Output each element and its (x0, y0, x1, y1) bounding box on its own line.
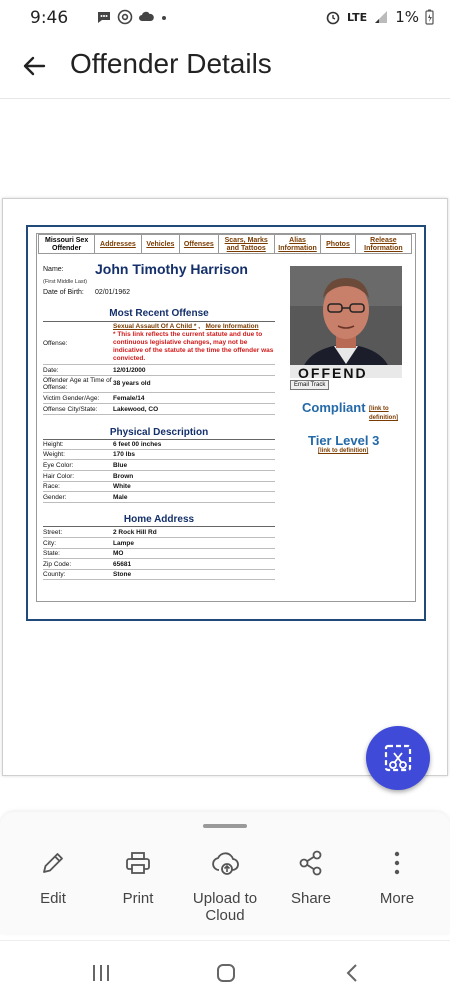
print-button[interactable] (95, 848, 181, 907)
at-sign-icon (117, 9, 133, 25)
tab-addresses[interactable]: Addresses (95, 234, 141, 254)
county-label: County: (43, 571, 66, 578)
row-divider (43, 579, 275, 580)
gender-value: Male (113, 494, 128, 501)
system-navigation-bar (0, 940, 450, 1001)
city-label: City: (43, 540, 56, 547)
scissors-crop-icon (366, 726, 430, 790)
cloud-icon (138, 9, 155, 25)
row-divider (43, 470, 275, 471)
status-bar (0, 0, 450, 36)
tab-alias-information[interactable]: Alias Information (275, 234, 321, 254)
zip-label: Zip Code: (43, 561, 72, 568)
offense-city-label: Offense City/State: (43, 406, 98, 413)
row-divider (43, 449, 275, 450)
sheet-drag-handle[interactable] (203, 824, 247, 828)
share-button[interactable] (268, 848, 354, 907)
record-tabs (38, 234, 412, 254)
more-button[interactable] (354, 848, 440, 907)
weight-label: Weight: (43, 451, 65, 458)
notification-icons (96, 9, 168, 25)
share-icon (296, 848, 326, 878)
offense-more-info-link[interactable]: More Information (205, 323, 259, 330)
email-track-button[interactable]: Email Track (290, 380, 329, 390)
county-value: Stone (113, 571, 132, 578)
row-divider (43, 548, 275, 549)
dob-label: Date of Birth: (43, 289, 84, 296)
street-label: Street: (43, 529, 63, 536)
row-divider (43, 537, 275, 538)
offense-section-rule (43, 321, 275, 322)
app-bar (0, 36, 450, 99)
compliant-definition-link[interactable]: [link to definition] (369, 406, 398, 421)
printer-icon (123, 848, 153, 878)
hair-color-label: Hair Color: (43, 473, 75, 480)
dob-value: 02/01/1962 (95, 289, 131, 296)
address-section-title: Home Address (123, 514, 195, 525)
offender-age-value: 38 years old (113, 380, 151, 387)
victim-value: Female/14 (113, 395, 145, 402)
offense-label: Offense: (43, 340, 68, 347)
tab-missouri-sex-offender[interactable]: Missouri Sex Offender (38, 234, 95, 254)
share-label: Share (290, 890, 332, 907)
status-time: 9:46 (30, 8, 69, 28)
address-section-rule (43, 526, 275, 527)
system-icons (325, 8, 434, 26)
network-type: LTE (346, 10, 368, 24)
race-value: White (113, 483, 131, 490)
height-value: 6 feet 00 inches (113, 441, 162, 448)
physical-section-rule (43, 439, 275, 440)
more-label: More (379, 890, 415, 907)
weight-value: 170 lbs (113, 451, 136, 458)
offender-name: John Timothy Harrison (95, 261, 248, 277)
race-label: Race: (43, 483, 60, 490)
more-vertical-icon (382, 848, 412, 878)
photo-placard-text: OFFEND (298, 365, 368, 378)
eye-color-label: Eye Color: (43, 462, 74, 469)
name-label: Name: (43, 266, 64, 273)
page-title: Offender Details (70, 48, 272, 79)
hair-color-value: Brown (113, 473, 134, 480)
alarm-icon (325, 9, 341, 25)
tier-definition-link[interactable]: [link to definition] (318, 448, 369, 454)
state-label: State: (43, 550, 60, 557)
tab-scars-marks-tattoos[interactable]: Scars, Marks and Tattoos (219, 234, 275, 254)
signal-icon (373, 9, 389, 25)
height-label: Height: (43, 441, 64, 448)
offense-date-value: 12/01/2000 (113, 367, 146, 374)
offense-section-title: Most Recent Offense (109, 308, 209, 319)
name-format-hint: (First Middle Last) (43, 279, 88, 285)
upload-label: Upload to Cloud (192, 890, 258, 924)
row-divider (43, 375, 275, 376)
offender-photo (290, 266, 402, 378)
message-icon (96, 9, 112, 25)
row-divider (43, 459, 275, 460)
tab-offenses[interactable]: Offenses (180, 234, 218, 254)
row-divider (43, 502, 275, 503)
cloud-upload-icon (210, 848, 240, 878)
screenshot-capture-button[interactable] (366, 726, 430, 790)
offense-links: Sexual Assault Of A Child * , More Information (113, 323, 259, 330)
city-value: Lampe (113, 540, 134, 547)
dot-icon (160, 9, 168, 25)
row-divider (43, 558, 275, 559)
tab-release-information[interactable]: Release Information (356, 234, 412, 254)
offense-statute-note: * This link reflects the current statute and due to continuous legislative changes, may not be indicative of the statute at the time the offender was convicted. (113, 331, 274, 362)
home-icon[interactable] (216, 963, 236, 983)
row-divider (43, 403, 275, 404)
tab-vehicles[interactable]: Vehicles (142, 234, 180, 254)
state-value: MO (113, 550, 124, 557)
row-divider (43, 491, 275, 492)
row-divider (43, 414, 275, 415)
print-label: Print (122, 890, 154, 907)
tier-level: Tier Level 3 (308, 433, 380, 448)
battery-level: 1% (395, 8, 419, 26)
physical-section-title: Physical Description (109, 427, 209, 438)
edit-label: Edit (40, 890, 66, 907)
street-value: 2 Rock Hill Rd (113, 529, 157, 536)
row-divider (43, 569, 275, 570)
recent-apps-icon[interactable] (90, 963, 112, 983)
row-divider (43, 364, 275, 365)
victim-label: Victim Gender/Age: (43, 395, 100, 402)
row-divider (43, 481, 275, 482)
pencil-icon (38, 848, 68, 878)
offense-date-label: Date: (43, 367, 59, 374)
compliance-status: Compliant (302, 400, 366, 415)
offense-city-value: Lakewood, CO (113, 406, 159, 413)
row-divider (43, 392, 275, 393)
offender-age-label: Offender Age at Time of Offense: (43, 377, 112, 391)
edit-button[interactable] (10, 848, 96, 907)
back-arrow-icon[interactable] (18, 50, 50, 82)
back-icon[interactable] (344, 963, 360, 983)
eye-color-value: Blue (113, 462, 128, 469)
upload-to-cloud-button[interactable] (182, 848, 268, 924)
tab-photos[interactable]: Photos (321, 234, 356, 254)
offense-statute-link[interactable]: Sexual Assault Of A Child * (113, 323, 197, 330)
gender-label: Gender: (43, 494, 67, 501)
battery-icon (425, 9, 434, 25)
zip-value: 65681 (113, 561, 132, 568)
bottom-action-sheet (0, 812, 450, 934)
offender-portrait (290, 266, 402, 378)
